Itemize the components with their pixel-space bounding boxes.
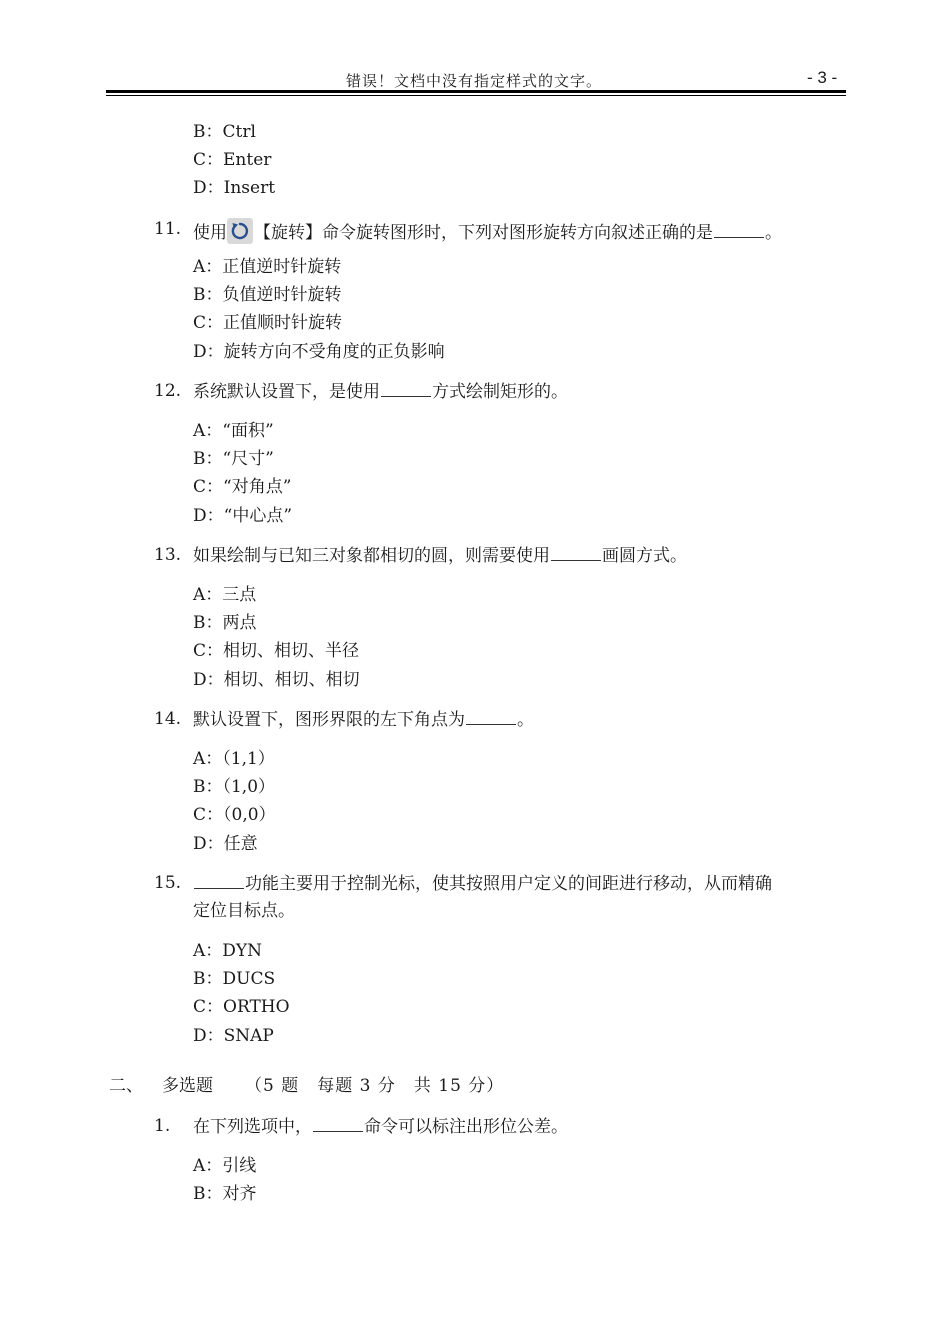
- question-text: [193, 544, 687, 567]
- option-b: B：对齐: [193, 1184, 257, 1204]
- question-number: 13.: [154, 545, 182, 565]
- question-number: 14.: [154, 709, 182, 729]
- option-d: D：任意: [193, 834, 258, 854]
- question-text-part: 【旋转】命令旋转图形时，下列对图形旋转方向叙述正确的是: [254, 223, 713, 243]
- option-a: A：正值逆时针旋转: [193, 257, 342, 277]
- header-rule-thin: [106, 95, 846, 96]
- option-d: D：相切、相切、相切: [193, 670, 360, 690]
- answer-blank: [466, 708, 516, 725]
- option-c: C：（0,0）: [193, 805, 276, 825]
- option-a: A：“面积”: [193, 421, 274, 441]
- question-text: [193, 872, 772, 895]
- option-b: B：负值逆时针旋转: [193, 285, 342, 305]
- option-a: A：（1,1）: [193, 749, 275, 769]
- option-c: C：“对角点”: [193, 477, 292, 497]
- option-a: A：三点: [193, 585, 257, 605]
- question-text-part: 。: [517, 710, 534, 730]
- option-d: D：SNAP: [193, 1026, 274, 1046]
- option-c: C：Enter: [193, 150, 272, 170]
- answer-blank: [194, 872, 244, 889]
- question-text: [193, 708, 534, 731]
- question-text-part: 方式绘制矩形的。: [432, 382, 568, 402]
- option-c: C：正值顺时针旋转: [193, 313, 343, 333]
- question-text-line2: 定位目标点。: [193, 901, 295, 921]
- answer-blank: [714, 221, 764, 238]
- header-title: 错误！文档中没有指定样式的文字。: [346, 72, 603, 90]
- question-text-part: 默认设置下，图形界限的左下角点为: [193, 710, 465, 730]
- question-text-part: 命令可以标注出形位公差。: [364, 1117, 568, 1137]
- answer-blank: [381, 380, 431, 397]
- question-text-part: 功能主要用于控制光标，使其按照用户定义的间距进行移动，从而精确: [245, 874, 772, 894]
- question-text: [193, 380, 568, 403]
- option-c: C：相切、相切、半径: [193, 641, 360, 661]
- option-b: B：两点: [193, 613, 257, 633]
- option-b: B：“尺寸”: [193, 449, 274, 469]
- question-text-part: 画圆方式。: [602, 546, 687, 566]
- question-text-part: 。: [765, 223, 782, 243]
- option-c: C：ORTHO: [193, 997, 290, 1017]
- question-text: [193, 1115, 568, 1138]
- question-number: 12.: [154, 381, 182, 401]
- rotate-icon: [227, 218, 253, 244]
- section-title: 多选题: [162, 1076, 213, 1096]
- header-rule-thick: [106, 90, 846, 93]
- question-text-part: 系统默认设置下，是使用: [193, 382, 380, 402]
- option-d: D：“中心点”: [193, 506, 293, 526]
- answer-blank: [313, 1115, 363, 1132]
- question-number: 11.: [154, 219, 182, 239]
- option-d: D：Insert: [193, 178, 276, 198]
- option-d: D：旋转方向不受角度的正负影响: [193, 342, 445, 362]
- question-number: 15.: [154, 873, 182, 893]
- option-a: A：引线: [193, 1156, 257, 1176]
- option-b: B：DUCS: [193, 969, 276, 989]
- question-text-part: 如果绘制与已知三对象都相切的圆，则需要使用: [193, 546, 550, 566]
- option-a: A：DYN: [193, 941, 263, 961]
- page-number: - 3 -: [807, 68, 838, 87]
- answer-blank: [551, 544, 601, 561]
- question-text: [193, 218, 782, 244]
- section-info: （5 题 每题 3 分 共 15 分）: [245, 1076, 505, 1096]
- option-b: B：Ctrl: [193, 122, 256, 142]
- question-text-part: 在下列选项中，: [193, 1117, 312, 1137]
- option-b: B：（1,0）: [193, 777, 276, 797]
- question-text-part: 使用: [193, 223, 227, 243]
- question-number: 1.: [154, 1116, 171, 1136]
- section-number: 二、: [109, 1076, 143, 1096]
